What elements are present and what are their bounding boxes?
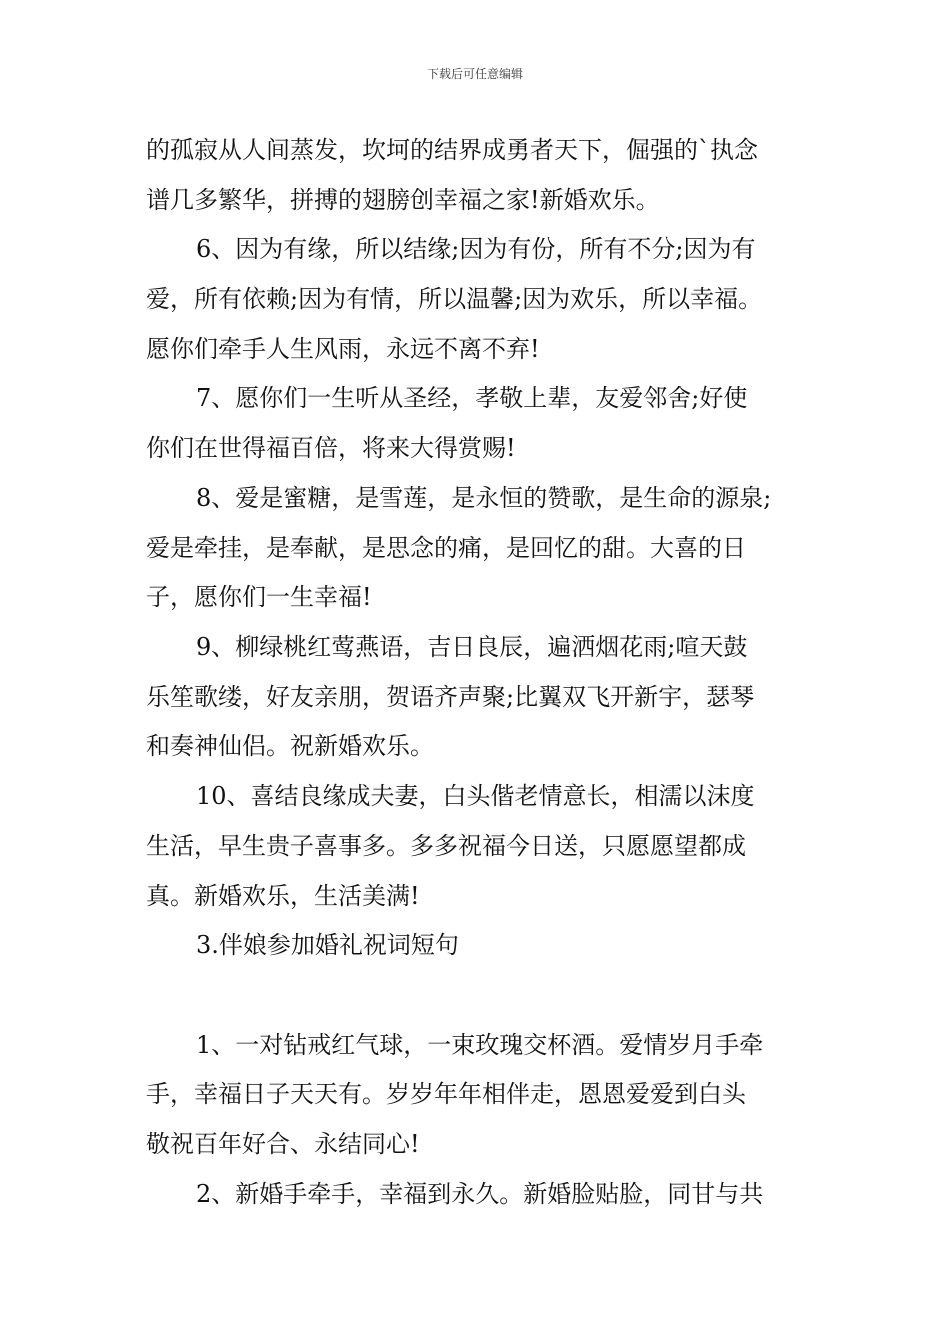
text-line: 10、喜结良缘成夫妻，白头偕老情意长，相濡以沫度 <box>196 782 755 810</box>
text-line: 8、爱是蜜糖，是雪莲，是永恒的赞歌，是生命的源泉; <box>196 484 772 512</box>
text-line: 谱几多繁华，拼搏的翅膀创幸福之家!新婚欢乐。 <box>146 186 660 214</box>
text-line: 真。新婚欢乐，生活美满! <box>146 882 420 910</box>
text-line: 和奏神仙侣。祝新婚欢乐。 <box>146 732 434 760</box>
text-line: 敬祝百年好合、永结同心! <box>146 1130 420 1158</box>
page-header: 下载后可任意编辑 <box>426 67 523 81</box>
section-heading: 3.伴娘参加婚礼祝词短句 <box>196 931 459 959</box>
text-line: 爱是牵挂，是奉献，是思念的痛，是回忆的甜。大喜的日 <box>146 534 746 562</box>
text-line: 7、愿你们一生听从圣经，孝敬上辈，友爱邻舍;好使 <box>196 384 748 412</box>
text-line: 2、新婚手牵手，幸福到永久。新婚脸贴脸，同甘与共 <box>196 1180 764 1208</box>
text-line: 你们在世得福百倍，将来大得赏赐! <box>146 434 516 462</box>
text-line: 乐笙歌缕，好友亲朋，贺语齐声聚;比翼双飞开新宇，瑟琴 <box>146 683 755 711</box>
text-line: 1、一对钻戒红气球，一束玫瑰交杯酒。爱情岁月手牵 <box>196 1031 764 1059</box>
text-line: 手，幸福日子天天有。岁岁年年相伴走，恩恩爱爱到白头 <box>146 1080 746 1108</box>
text-line: 愿你们牵手人生风雨，永远不离不弃! <box>146 335 540 363</box>
text-line: 6、因为有缘，所以结缘;因为有份，所有不分;因为有 <box>196 235 756 263</box>
text-line: 子，愿你们一生幸福! <box>146 583 372 611</box>
text-line: 爱，所有依赖;因为有情，所以温馨;因为欢乐，所以幸福。 <box>146 285 763 313</box>
text-line: 的孤寂从人间蒸发，坎坷的结界成勇者天下，倔强的`执念 <box>146 136 758 164</box>
text-line: 生活，早生贵子喜事多。多多祝福今日送，只愿愿望都成 <box>146 832 746 860</box>
text-line: 9、柳绿桃红莺燕语，吉日良辰，遍洒烟花雨;喧天鼓 <box>196 633 748 661</box>
